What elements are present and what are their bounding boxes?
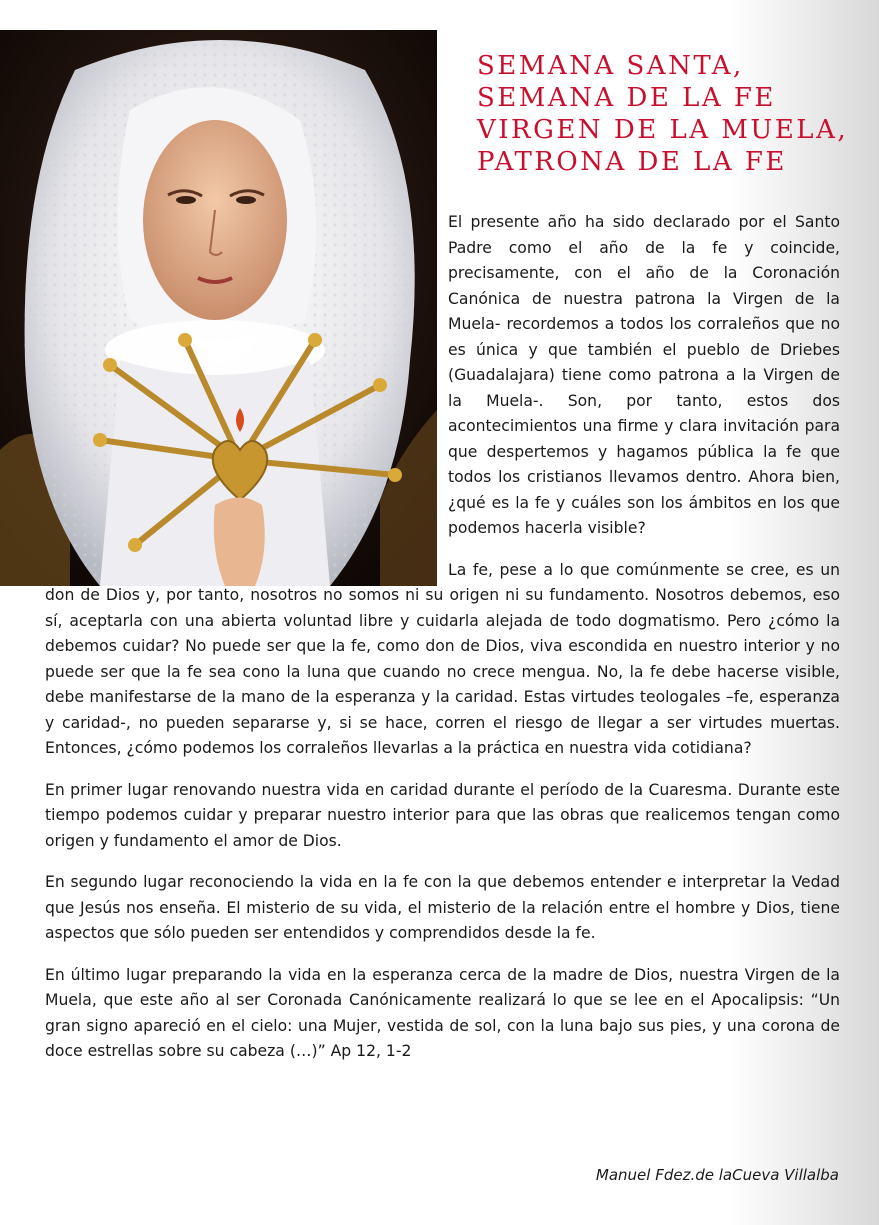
image-spacer <box>45 210 448 582</box>
paragraph: En segundo lugar reconociendo la vida en la fe con la que debemos entender e interpretar la Vedad que Jesús nos enseña. El misterio de su vida, el misterio de la relación entre el hombre y Dios, tiene aspectos que sólo pueden ser entendidos y comprendidos desde la fe. <box>45 873 840 942</box>
paragraph: En último lugar preparando la vida en la esperanza cerca de la madre de Dios, nuestra Virgen de la Muela, que este año al ser Coronada Canónicamente realizará lo que se lee en el Apocalipsis: “Un gran signo apareció en el cielo: una Mujer, vestida de sol, con la luna bajo sus pies, y una corona de doce estrellas sobre su cabeza (…)” Ap 12, 1-2 <box>45 965 840 1060</box>
paragraph: En primer lugar renovando nuestra vida en caridad durante el período de la Cuaresma. Durante este tiempo podemos cuidar y preparar nuestro interior para que las obras que realicemos tengan como origen y fundamento el amor de Dios. <box>45 780 840 850</box>
title-line: SEMANA SANTA, <box>477 51 744 81</box>
paragraph: La fe, pese a lo que comúnmente se cree, es un don de Dios y, por tanto, nosotros no somos ni su origen ni su fundamento. Nosotros debemos, eso sí, aceptarla con una abierta voluntad libre y cuidarla alejada de todo dogmatismo. Pero ¿cómo la debemos cuidar? No puede ser que la fe, como don de Dios, viva escondida en nuestro interior y no puede ser que la fe sea cono la luna que cuando no crece mengua. No, la fe debe hacerse visible, debe manifestarse de la mano de la esperanza y la caridad. Estas virtudes teologales –fe, esperanza y caridad-, no pueden separarse y, si se hace, corren el riesgo de llegar a ser virtudes muertas. Entonces, ¿cómo podemos los corraleños llevarlas a la práctica en nuestra vida cotidiana? <box>45 560 840 757</box>
author-signature: Manuel Fdez.de laCueva Villalba <box>595 1166 839 1184</box>
title-line: SEMANA DE LA FE <box>477 83 776 113</box>
paragraph: El presente año ha sido declarado por el Santo Padre como el año de la fe y coincide, precisamente, con el año de la Coronación Canónica de nuestra patrona la Virgen de la Muela- recordemos a todos los corraleños que no es única y que también el pueblo de Driebes (Guadalajara) tiene como patrona a la Virgen de la Muela-. Son, por tanto, estos dos acontecimientos una firme y clara invitación para que despertemos y hagamos pública la fe que todos los cristianos llevamos dentro. Ahora bien, ¿qué es la fe y cuáles son los ámbitos en los que podemos hacerla visible? <box>448 213 840 537</box>
title-line: VIRGEN DE LA MUELA, <box>477 115 849 145</box>
title-line: PATRONA DE LA FE <box>477 147 787 177</box>
article-body <box>45 210 840 1081</box>
article-title <box>477 50 857 178</box>
